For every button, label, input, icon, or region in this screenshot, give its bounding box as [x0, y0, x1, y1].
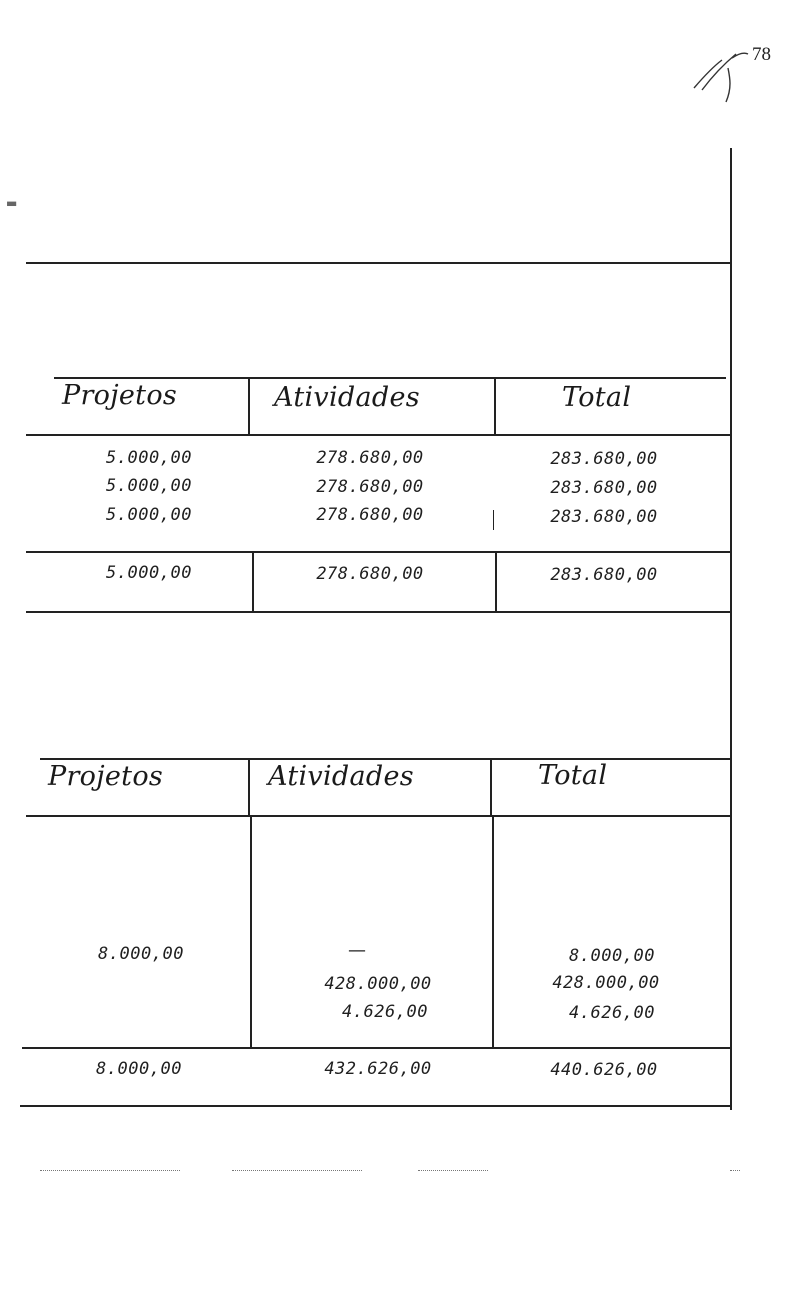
table2-cell: — [348, 940, 366, 961]
table1-total-cell: 278.680,00 [316, 564, 424, 584]
table2-total-bottom-line [20, 1105, 730, 1107]
footer-dotted-line [730, 1170, 740, 1171]
table1-header-projetos: Projetos [62, 380, 178, 411]
table1-top-line [54, 377, 726, 379]
table1-header-total: Total [562, 382, 632, 413]
table1-col-divider [493, 510, 494, 530]
table2-top-line [40, 758, 730, 760]
footer-dotted-line [418, 1170, 488, 1171]
table2-total-cell: 432.626,00 [324, 1059, 432, 1079]
footer-dotted-line [40, 1170, 180, 1171]
table2-cell: 428.000,00 [552, 973, 660, 993]
table1-header-atividades: Atividades [274, 382, 420, 413]
table1-cell: 278.680,00 [316, 505, 424, 525]
table2-body-bottom-line [22, 1047, 732, 1049]
table2-cell: 8.000,00 [569, 946, 655, 966]
table2-header-atividades: Atividades [268, 761, 414, 792]
table2-header-bottom-line [26, 815, 730, 817]
table1-col-divider [252, 552, 254, 612]
table1-cell: 283.680,00 [550, 478, 658, 498]
table2-cell: 4.626,00 [342, 1002, 428, 1022]
stray-mark: ▬ [6, 196, 18, 210]
table1-col-divider [248, 378, 250, 436]
table1-col-divider [494, 378, 496, 436]
table2-col-divider [248, 759, 250, 817]
table2-col-divider [490, 759, 492, 817]
right-margin-line [730, 148, 732, 1110]
table2-header-projetos: Projetos [48, 761, 164, 792]
table2-total-cell: 440.626,00 [550, 1060, 658, 1080]
table1-cell: 283.680,00 [550, 507, 658, 527]
table2-cell: 428.000,00 [324, 974, 432, 994]
table2-cell: 4.626,00 [569, 1003, 655, 1023]
footer-dotted-line [232, 1170, 362, 1171]
table2-col-divider [250, 816, 252, 1048]
table1-cell: 5.000,00 [106, 476, 192, 496]
table2-header-total: Total [538, 760, 608, 791]
table1-body-bottom-line [26, 551, 732, 553]
page-number: 78 [752, 44, 771, 65]
table1-total-bottom-line [26, 611, 732, 613]
table1-col-divider [495, 552, 497, 612]
table2-col-divider [492, 816, 494, 1048]
table1-total-cell: 283.680,00 [550, 565, 658, 585]
table1-cell: 5.000,00 [106, 505, 192, 525]
top-separator-line [26, 262, 732, 264]
table1-total-cell: 5.000,00 [106, 563, 192, 583]
table1-cell: 5.000,00 [106, 448, 192, 468]
table2-cell: 8.000,00 [98, 944, 184, 964]
rubric-signature-icon [688, 44, 758, 114]
table1-cell: 278.680,00 [316, 477, 424, 497]
table2-total-cell: 8.000,00 [96, 1059, 182, 1079]
table1-cell: 278.680,00 [316, 448, 424, 468]
table1-cell: 283.680,00 [550, 449, 658, 469]
table1-header-bottom-line [26, 434, 732, 436]
